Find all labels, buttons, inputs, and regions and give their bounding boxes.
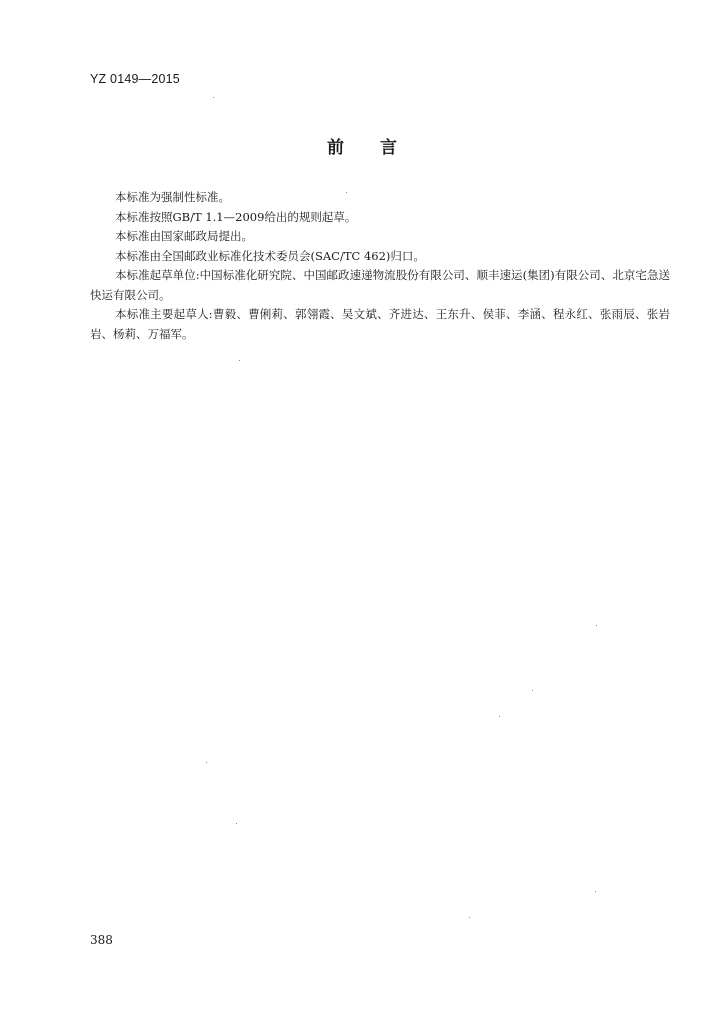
- page-title-char-2: 言: [380, 138, 397, 158]
- page-number: 388: [90, 933, 113, 947]
- scan-speck: [595, 891, 596, 892]
- page-title: [0, 133, 724, 158]
- paragraph-drafting-rules: 本标准按照GB/T 1.1—2009给出的规则起草。: [115, 209, 357, 224]
- paragraph-committee: 本标准由全国邮政业标准化技术委员会(SAC/TC 462)归口。: [115, 248, 425, 263]
- page-title-char-1: 前: [327, 138, 344, 158]
- scan-speck: [239, 360, 240, 361]
- document-code: YZ 0149—2015: [90, 72, 180, 86]
- scan-speck: [206, 762, 207, 763]
- scan-speck: [499, 716, 500, 717]
- scan-speck: [236, 823, 237, 824]
- scan-speck: [596, 625, 597, 626]
- scan-speck: [469, 917, 470, 918]
- paragraph-drafters: 本标准主要起草人:曹毅、曹俐莉、郭翎霞、吴文斌、齐进达、王东升、侯菲、李涵、程永红、张雨辰、张岩岩、杨莉、万福军。: [90, 307, 670, 341]
- paragraph-mandatory: 本标准为强制性标准。: [115, 190, 230, 204]
- scan-speck: [346, 192, 347, 193]
- foreword-body: [90, 188, 670, 344]
- scan-speck: [213, 97, 214, 98]
- paragraph-drafting-units: 本标准起草单位:中国标准化研究院、中国邮政速递物流股份有限公司、顺丰速运(集团)有限公司、北京宅急送快运有限公司。: [90, 268, 670, 302]
- paragraph-proposer: 本标准由国家邮政局提出。: [115, 229, 253, 243]
- scan-speck: [532, 690, 533, 691]
